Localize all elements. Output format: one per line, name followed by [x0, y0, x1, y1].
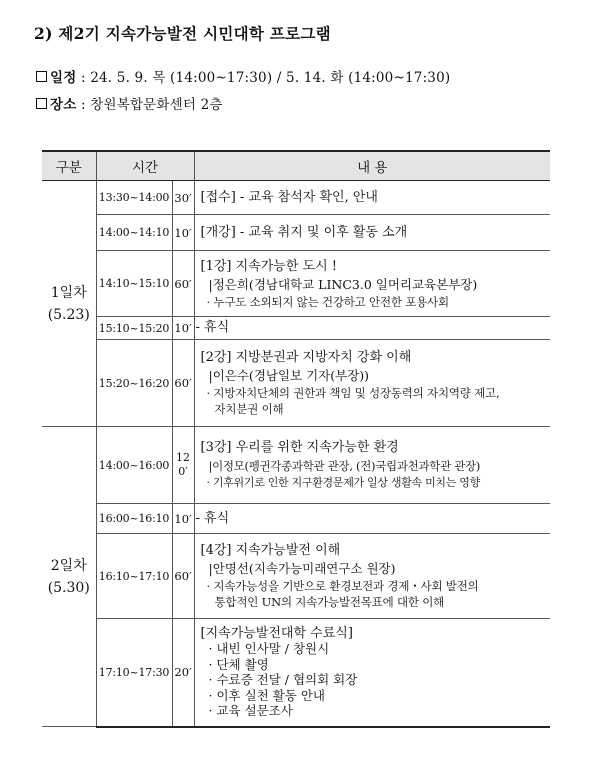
lecture-description: 통합적인 UN의 지속가능발전목표에 대한 이해 — [214, 595, 445, 609]
header-content: 내 용 — [194, 151, 550, 181]
row-duration: 60′ — [172, 251, 194, 317]
row-content — [194, 427, 550, 504]
row-time: 14:10~15:10 — [96, 251, 172, 317]
place-info — [36, 93, 223, 113]
lecture-description: · 누구도 소외되지 않는 건강하고 안전한 포용사회 — [206, 294, 449, 309]
schedule-info — [36, 66, 450, 86]
table-row — [42, 215, 550, 251]
header-time: 시간 — [96, 151, 194, 181]
ceremony-item: · 단체 촬영 — [208, 656, 269, 672]
table-row — [42, 317, 550, 340]
content-line: [개강] - 교육 취지 및 이후 활동 소개 — [200, 224, 408, 240]
checkbox-square-icon — [36, 71, 47, 82]
lecturer-name: |안명선(지속가능미래연구소 원장) — [208, 561, 396, 576]
row-duration: 60′ — [172, 534, 194, 619]
lecturer-name: |이은수(경남일보 기자(부장)) — [208, 368, 370, 383]
row-content — [194, 619, 550, 727]
ceremony-item: · 이후 실천 활동 안내 — [208, 687, 325, 703]
row-duration: 20′ — [172, 619, 194, 727]
table-row — [42, 251, 550, 317]
row-duration: 10′ — [172, 504, 194, 534]
row-time: 15:20~16:20 — [96, 340, 172, 427]
content-line: [접수] - 교육 참석자 확인, 안내 — [200, 189, 378, 205]
row-duration: 60′ — [172, 340, 194, 427]
break-label: - 휴식 — [195, 510, 230, 526]
row-content — [194, 181, 550, 215]
row-content — [194, 534, 550, 619]
table-row — [42, 340, 550, 427]
row-time: 15:10~15:20 — [96, 317, 172, 340]
lecturer-name: |이정모(펭귄각종과학관 관장, (전)국립과천과학관 관장) — [208, 459, 481, 473]
checkbox-square-icon — [36, 98, 47, 109]
table-row — [42, 619, 550, 727]
lecture-description: · 지방자치단체의 권한과 책임 및 성장동력의 자치역량 제고, — [206, 386, 500, 400]
ceremony-item: · 내빈 인사말 / 창원시 — [208, 641, 330, 657]
lecture-title: [4강] 지속가능발전 이해 — [200, 543, 341, 558]
schedule-label: 일정 — [50, 70, 77, 86]
table-row — [42, 427, 550, 504]
row-content — [194, 504, 550, 534]
row-duration: 10′ — [172, 215, 194, 251]
table-row — [42, 181, 550, 215]
row-duration: 30′ — [172, 181, 194, 215]
day1-cell — [42, 181, 96, 427]
day2-date: (5.30) — [47, 579, 90, 596]
page-heading: 2) 제2기 지속가능발전 시민대학 프로그램 — [34, 24, 331, 43]
table-row — [42, 534, 550, 619]
place-label: 장소 — [50, 97, 77, 113]
row-time: 17:10~17:30 — [96, 619, 172, 727]
lecture-description: · 지속가능성을 기반으로 환경보전과 경제・사회 발전의 — [206, 579, 479, 593]
table-header-row — [42, 151, 550, 181]
day1-name: 1일차 — [50, 284, 87, 301]
row-duration: 10′ — [172, 317, 194, 340]
header-category: 구분 — [42, 151, 96, 181]
ceremony-title: [지속가능발전대학 수료식] — [200, 625, 353, 641]
lecture-title: [3강] 우리를 위한 지속가능한 환경 — [200, 440, 399, 455]
row-time: 13:30~14:00 — [96, 181, 172, 215]
ceremony-item: · 수료증 전달 / 협의회 회장 — [208, 672, 358, 688]
row-time: 14:00~14:10 — [96, 215, 172, 251]
row-content — [194, 317, 550, 340]
day1-date: (5.23) — [47, 306, 90, 323]
place-value: : 창원복합문화센터 2층 — [76, 97, 223, 113]
program-schedule-table — [42, 150, 550, 728]
row-time: 16:10~17:10 — [96, 534, 172, 619]
row-content — [194, 340, 550, 427]
row-time: 16:00~16:10 — [96, 504, 172, 534]
ceremony-item: · 교육 설문조사 — [208, 703, 293, 719]
schedule-value: : 24. 5. 9. 목 (14:00~17:30) / 5. 14. 화 (14:00~17:30) — [76, 70, 451, 86]
row-content — [194, 215, 550, 251]
row-duration: 120′ — [172, 427, 194, 504]
row-content — [194, 251, 550, 317]
break-label: - 휴식 — [195, 320, 230, 335]
lecture-description: 자치분권 이해 — [214, 402, 284, 416]
lecture-description: · 기후위기로 인한 지구환경문제가 일상 생활속 미치는 영향 — [206, 476, 480, 489]
day2-name: 2일차 — [50, 557, 87, 574]
lecture-title: [1강] 지속가능한 도시 ! — [200, 258, 337, 274]
lecture-title: [2강] 지방분권과 지방자치 강화 이해 — [200, 350, 412, 365]
lecturer-name: |정은희(경남대학교 LINC3.0 일머리교육본부장) — [208, 276, 478, 292]
day2-cell — [42, 427, 96, 727]
row-time: 14:00~16:00 — [96, 427, 172, 504]
table-row — [42, 504, 550, 534]
